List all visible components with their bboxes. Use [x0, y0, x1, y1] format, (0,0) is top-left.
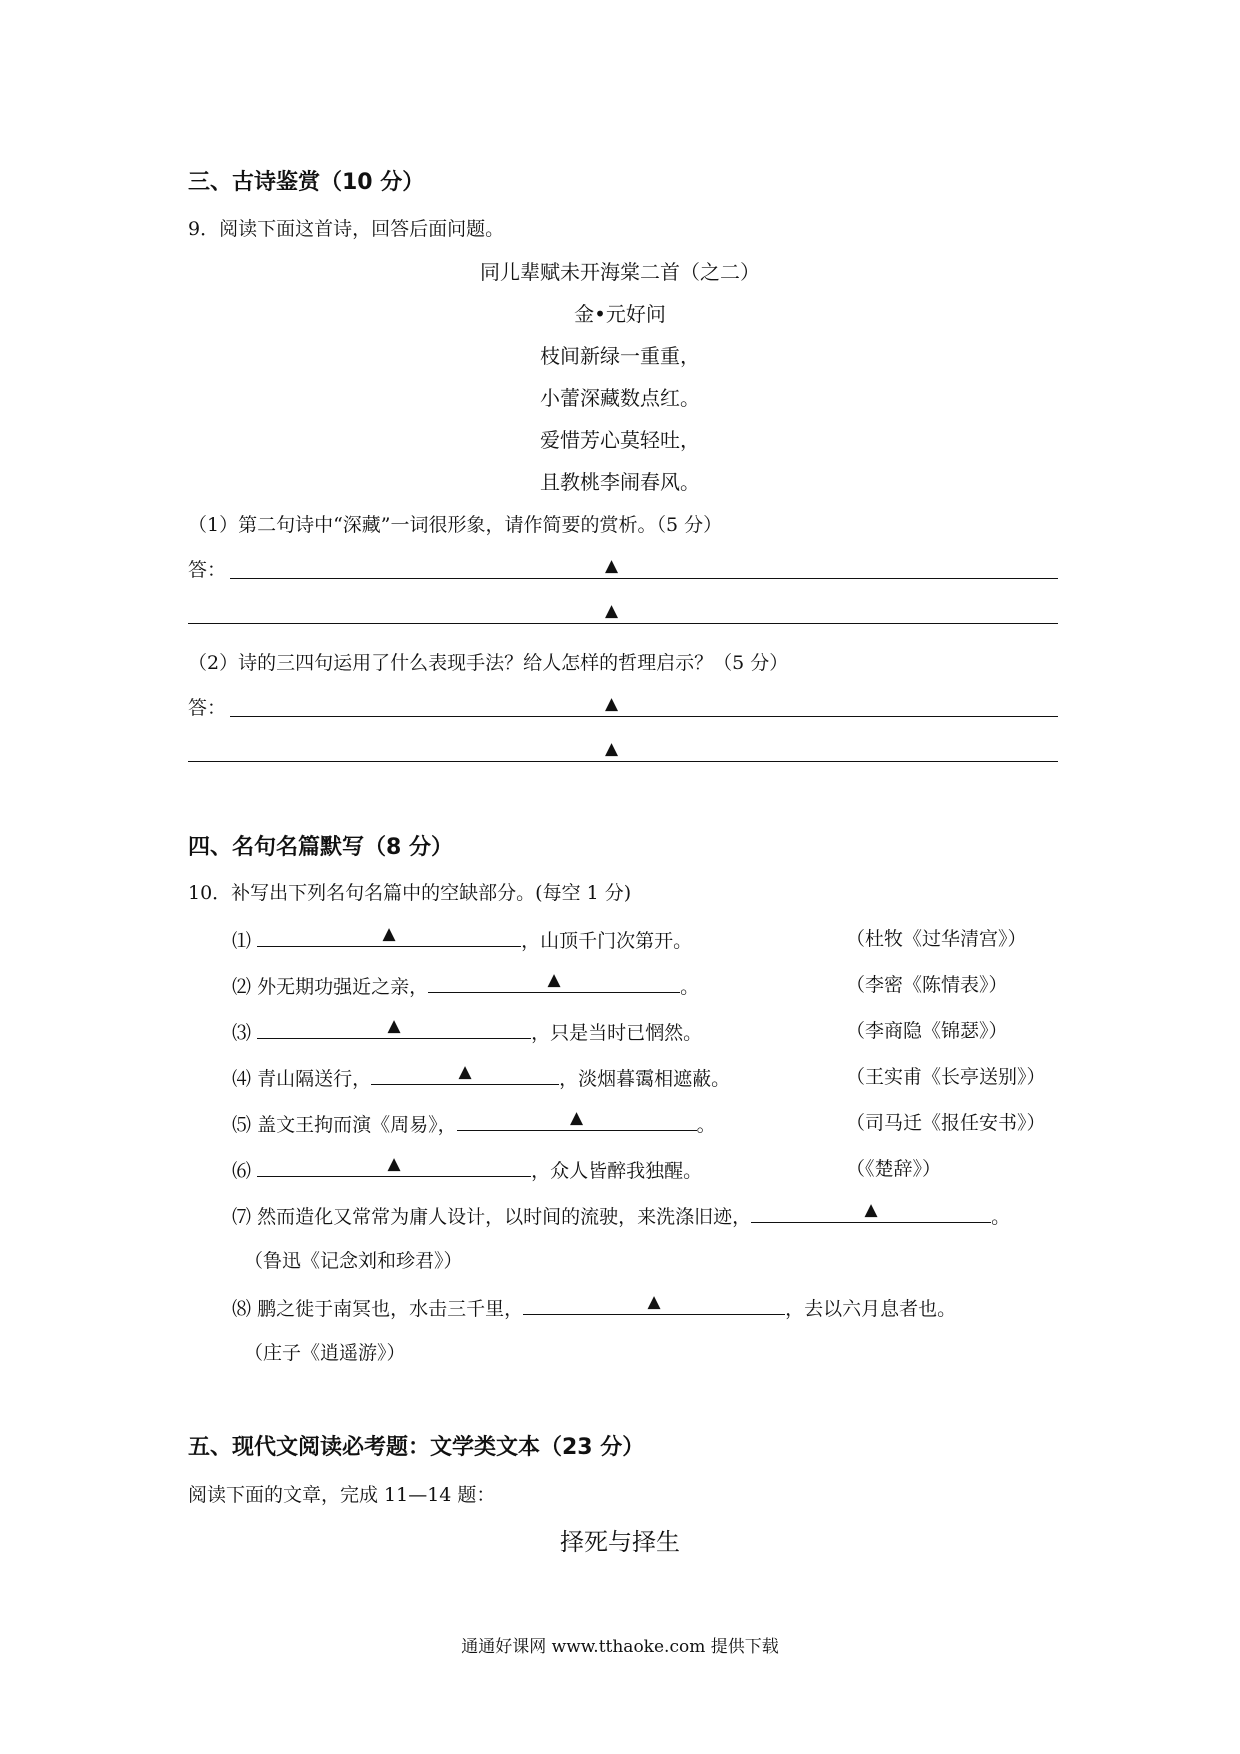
item-text-before: 青山隔送行，	[257, 1068, 372, 1090]
marker-icon: ▲	[547, 970, 561, 990]
fill-item-4	[232, 1062, 730, 1091]
answer-line-1b[interactable]	[188, 623, 1058, 624]
answer-label-1: 答：	[188, 559, 227, 581]
fill-item-7	[232, 1200, 1010, 1229]
item-source: （杜牧《过华清宫》）	[846, 928, 1027, 950]
item-number: ⑶	[232, 1022, 252, 1044]
item-source: （庄子《逍遥游》）	[244, 1342, 406, 1364]
item-number: ⑴	[232, 930, 252, 952]
poem-line-3: 爱惜芳心莫轻吐，	[540, 428, 700, 452]
fill-item-2	[232, 970, 699, 999]
fill-blank[interactable]	[751, 1200, 991, 1223]
item-source: （王实甫《长亭送别》）	[846, 1066, 1046, 1088]
marker-icon: ▲	[570, 1108, 584, 1128]
item-number: ⑷	[232, 1068, 252, 1090]
fill-blank[interactable]	[257, 1016, 531, 1039]
marker-icon: ▲	[605, 739, 619, 759]
item-number: ⑺	[232, 1206, 252, 1228]
fill-item-5	[232, 1108, 716, 1137]
marker-icon: ▲	[864, 1200, 878, 1220]
section5-heading: 五、现代文阅读必考题：文学类文本（23 分）	[188, 1435, 645, 1460]
section5-intro: 阅读下面的文章，完成 11—14 题：	[188, 1484, 496, 1506]
page-footer: 通通好课网 www.tthaoke.com 提供下载	[461, 1637, 779, 1657]
item-text-after: ，众人皆醉我独醒。	[531, 1160, 703, 1182]
item-text-before: 盖文王拘而演《周易》，	[257, 1114, 457, 1136]
fill-item-6	[232, 1154, 702, 1183]
item-text-after: ，淡烟暮霭相遮蔽。	[559, 1068, 731, 1090]
item-source: （李密《陈情表》）	[846, 974, 1008, 996]
item-number: ⑹	[232, 1160, 252, 1182]
subquestion-2: （2）诗的三四句运用了什么表现手法？给人怎样的哲理启示？（5 分）	[188, 652, 789, 674]
question-10: 10．补写出下列名句名篇中的空缺部分。(每空 1 分)	[188, 882, 632, 904]
item-source: （李商隐《锦瑟》）	[846, 1020, 1008, 1042]
marker-icon: ▲	[647, 1292, 661, 1312]
poem-line-2: 小蕾深藏数点红。	[540, 386, 700, 410]
item-source: （鲁迅《记念刘和珍君》）	[244, 1250, 463, 1272]
article-title: 择死与择生	[560, 1528, 680, 1556]
section3-heading: 三、古诗鉴赏（10 分）	[188, 170, 425, 195]
poem-author: 金•元好问	[574, 302, 666, 326]
fill-blank[interactable]	[257, 1154, 531, 1177]
item-text-before: 外无期功强近之亲，	[257, 976, 429, 998]
item-text-after: ，只是当时已惘然。	[531, 1022, 703, 1044]
fill-blank[interactable]	[457, 1108, 697, 1131]
answer-line-2b[interactable]	[188, 761, 1058, 762]
fill-item-3	[232, 1016, 702, 1045]
marker-icon: ▲	[458, 1062, 472, 1082]
item-text-after: ，去以六月息者也。	[785, 1298, 957, 1320]
fill-blank[interactable]	[371, 1062, 559, 1085]
item-text-before: 鹏之徙于南冥也，水击三千里，	[257, 1298, 524, 1320]
item-text-after: 。	[696, 1114, 716, 1136]
item-number: ⑵	[232, 976, 252, 998]
item-source: （《楚辞》）	[846, 1158, 942, 1180]
marker-icon: ▲	[387, 1154, 401, 1174]
marker-icon: ▲	[605, 556, 619, 576]
fill-blank[interactable]	[428, 970, 680, 993]
item-number: ⑻	[232, 1298, 252, 1320]
section4-heading: 四、名句名篇默写（8 分）	[188, 835, 453, 860]
poem-title: 同儿辈赋未开海棠二首（之二）	[480, 260, 760, 284]
fill-item-1	[232, 924, 692, 953]
item-source: （司马迁《报任安书》）	[846, 1112, 1046, 1134]
fill-blank[interactable]	[523, 1292, 785, 1315]
subquestion-1: （1）第二句诗中“深藏”一词很形象，请作简要的赏析。（5 分）	[188, 514, 723, 536]
item-text-after: ，山顶千门次第开。	[521, 930, 693, 952]
item-number: ⑸	[232, 1114, 252, 1136]
answer-line-1a[interactable]	[230, 578, 1058, 579]
marker-icon: ▲	[387, 1016, 401, 1036]
fill-blank[interactable]	[257, 924, 521, 947]
answer-line-2a[interactable]	[230, 716, 1058, 717]
poem-line-4: 且教桃李闹春风。	[540, 470, 700, 494]
marker-icon: ▲	[382, 924, 396, 944]
item-text-after: 。	[991, 1206, 1011, 1228]
item-text-before: 然而造化又常常为庸人设计，以时间的流驶，来洗涤旧迹，	[257, 1206, 752, 1228]
item-text-after: 。	[680, 976, 700, 998]
poem-line-1: 枝间新绿一重重，	[540, 344, 700, 368]
answer-label-2: 答：	[188, 697, 227, 719]
fill-item-8	[232, 1292, 956, 1321]
question-9: 9．阅读下面这首诗，回答后面问题。	[188, 218, 505, 240]
marker-icon: ▲	[605, 694, 619, 714]
marker-icon: ▲	[605, 601, 619, 621]
